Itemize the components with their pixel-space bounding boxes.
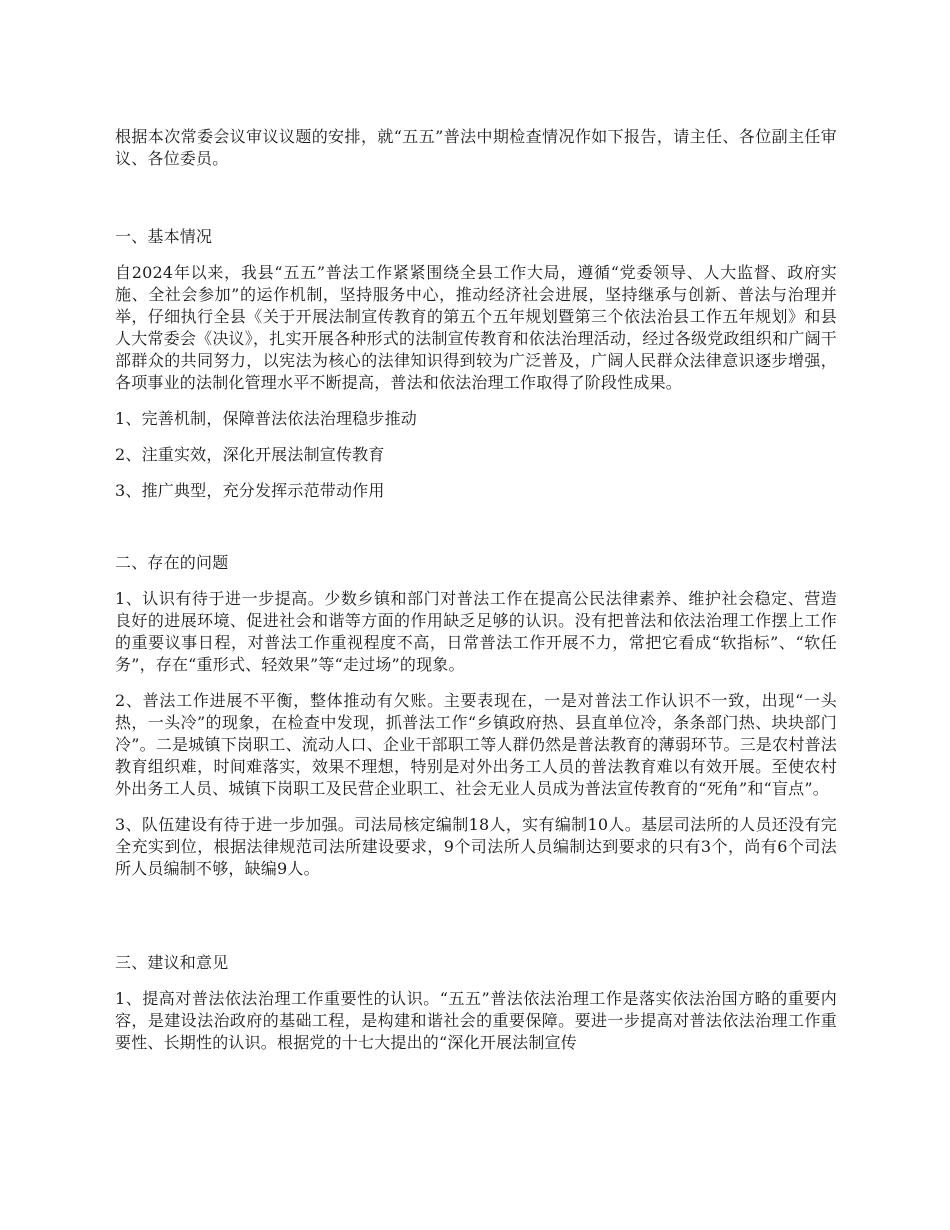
section-heading-suggestions: 三、建议和意见: [115, 953, 229, 972]
section-heading-problems: 二、存在的问题: [115, 553, 229, 572]
list-item: 1、完善机制，保障普法依法治理稳步推动: [115, 409, 417, 428]
section-body-basic: 自2024年以来，我县“五五”普法工作紧紧围绕全县工作大局，遵循“党委领导、人大监督、政府实施、全社会参加”的运作机制，坚持服务中心，推动经济社会进展，坚持继承与创新、普法与治理并举，仔细执行全县《关于开展法制宣传教育的第五个五年规划暨第三个依法治县工作五年规划》和县人大常委会《决议》，扎实开展各种形式的法制宣传教育和依法治理活动，经过各级党政组织和广阔干部群众的共同努力，以宪法为核心的法律知识得到较为广泛普及，广阔人民群众法律意识逐步增强，各项事业的法制化管理水平不断提高，普法和依法治理工作取得了阶段性成果。: [115, 263, 837, 392]
list-item: 3、队伍建设有待于进一步加强。司法局核定编制18人，实有编制10人。基层司法所的人员还没有完全充实到位，根据法律规范司法所建设要求，9个司法所人员编制达到要求的只有3个，尚有6个司法所人员编制不够，缺编9人。: [115, 815, 837, 878]
section-heading-basic: 一、基本情况: [115, 227, 213, 246]
intro-paragraph: 根据本次常委会议审议议题的安排，就“五五”普法中期检查情况作如下报告，请主任、各位副主任审议、各位委员。: [115, 127, 837, 168]
list-item: 1、认识有待于进一步提高。少数乡镇和部门对普法工作在提高公民法律素养、维护社会稳定、营造良好的进展环境、促进社会和谐等方面的作用缺乏足够的认识。没有把普法和依法治理工作摆上工作的重要议事日程，对普法工作重视程度不高，日常普法工作开展不力，常把它看成“软指标”、“软任务”，存在“重形式、轻效果”等“走过场”的现象。: [115, 589, 837, 674]
list-item: 1、提高对普法依法治理工作重要性的认识。“五五”普法依法治理工作是落实依法治国方略的重要内容，是建设法治政府的基础工程，是构建和谐社会的重要保障。要进一步提高对普法依法治理工作重要性、长期性的认识。根据党的十七大提出的“深化开展法制宣传: [115, 989, 837, 1052]
document-page: [115, 126, 837, 1054]
list-item: 2、普法工作进展不平衡，整体推动有欠账。主要表现在，一是对普法工作认识不一致，出现“一头热，一头冷”的现象，在检查中发现，抓普法工作“乡镇政府热、县直单位冷，条条部门热、块块部门冷”。二是城镇下岗职工、流动人口、企业干部职工等人群仍然是普法教育的薄弱环节。三是农村普法教育组织难，时间难落实，效果不理想，特别是对外出务工人员的普法教育难以有效开展。至使农村外出务工人员、城镇下岗职工及民营企业职工、社会无业人员成为普法宣传教育的“死角”和“盲点”。: [115, 691, 837, 798]
list-item: 3、推广典型，充分发挥示范带动作用: [115, 481, 385, 500]
list-item: 2、注重实效，深化开展法制宣传教育: [115, 445, 385, 464]
